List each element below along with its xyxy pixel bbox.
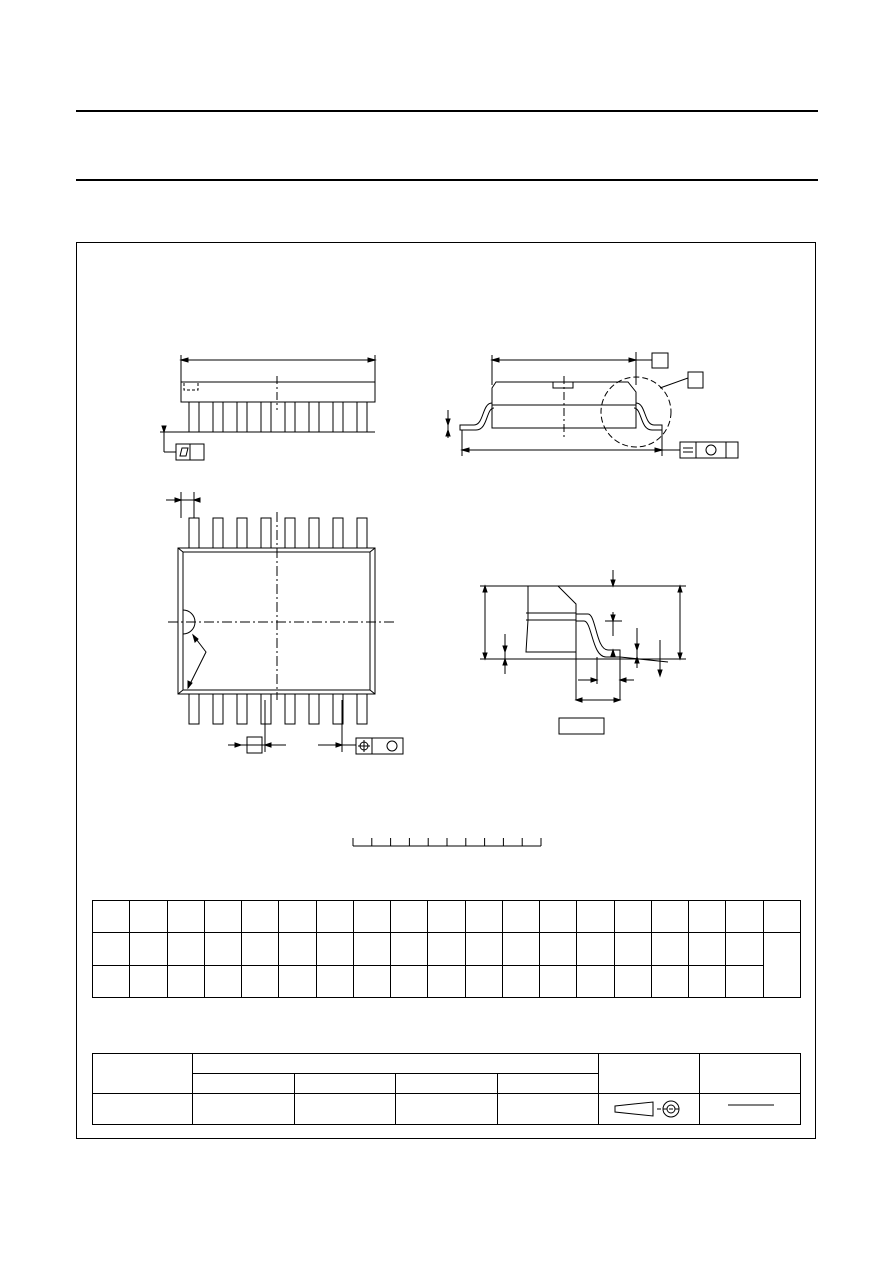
lead (357, 518, 367, 548)
lead (285, 402, 295, 432)
lead (333, 518, 343, 548)
lead (237, 694, 247, 724)
detail-x (480, 570, 686, 734)
top-view (166, 492, 403, 754)
table-row (93, 1094, 801, 1125)
lead (309, 694, 319, 724)
lead (189, 518, 199, 548)
lead (333, 402, 343, 432)
lead (285, 518, 295, 548)
scale-bar (353, 838, 541, 846)
lead (237, 402, 247, 432)
side-view (160, 355, 375, 460)
table-row (93, 1054, 801, 1074)
lead (189, 402, 199, 432)
lead (213, 518, 223, 548)
lead (261, 402, 271, 432)
lead (357, 402, 367, 432)
lead (285, 694, 295, 724)
projection-method-icon (615, 1101, 681, 1117)
table-row (93, 901, 801, 933)
lead (213, 694, 223, 724)
table-row (93, 933, 801, 965)
dimensions-table (92, 900, 801, 998)
lead (357, 694, 367, 724)
end-view (446, 352, 738, 458)
table-row (93, 965, 801, 997)
lead (309, 518, 319, 548)
lead (261, 518, 271, 548)
lead (261, 694, 271, 724)
lead (309, 402, 319, 432)
lead (189, 694, 199, 724)
lead (237, 518, 247, 548)
lead (213, 402, 223, 432)
outline-version-table (92, 1053, 801, 1125)
